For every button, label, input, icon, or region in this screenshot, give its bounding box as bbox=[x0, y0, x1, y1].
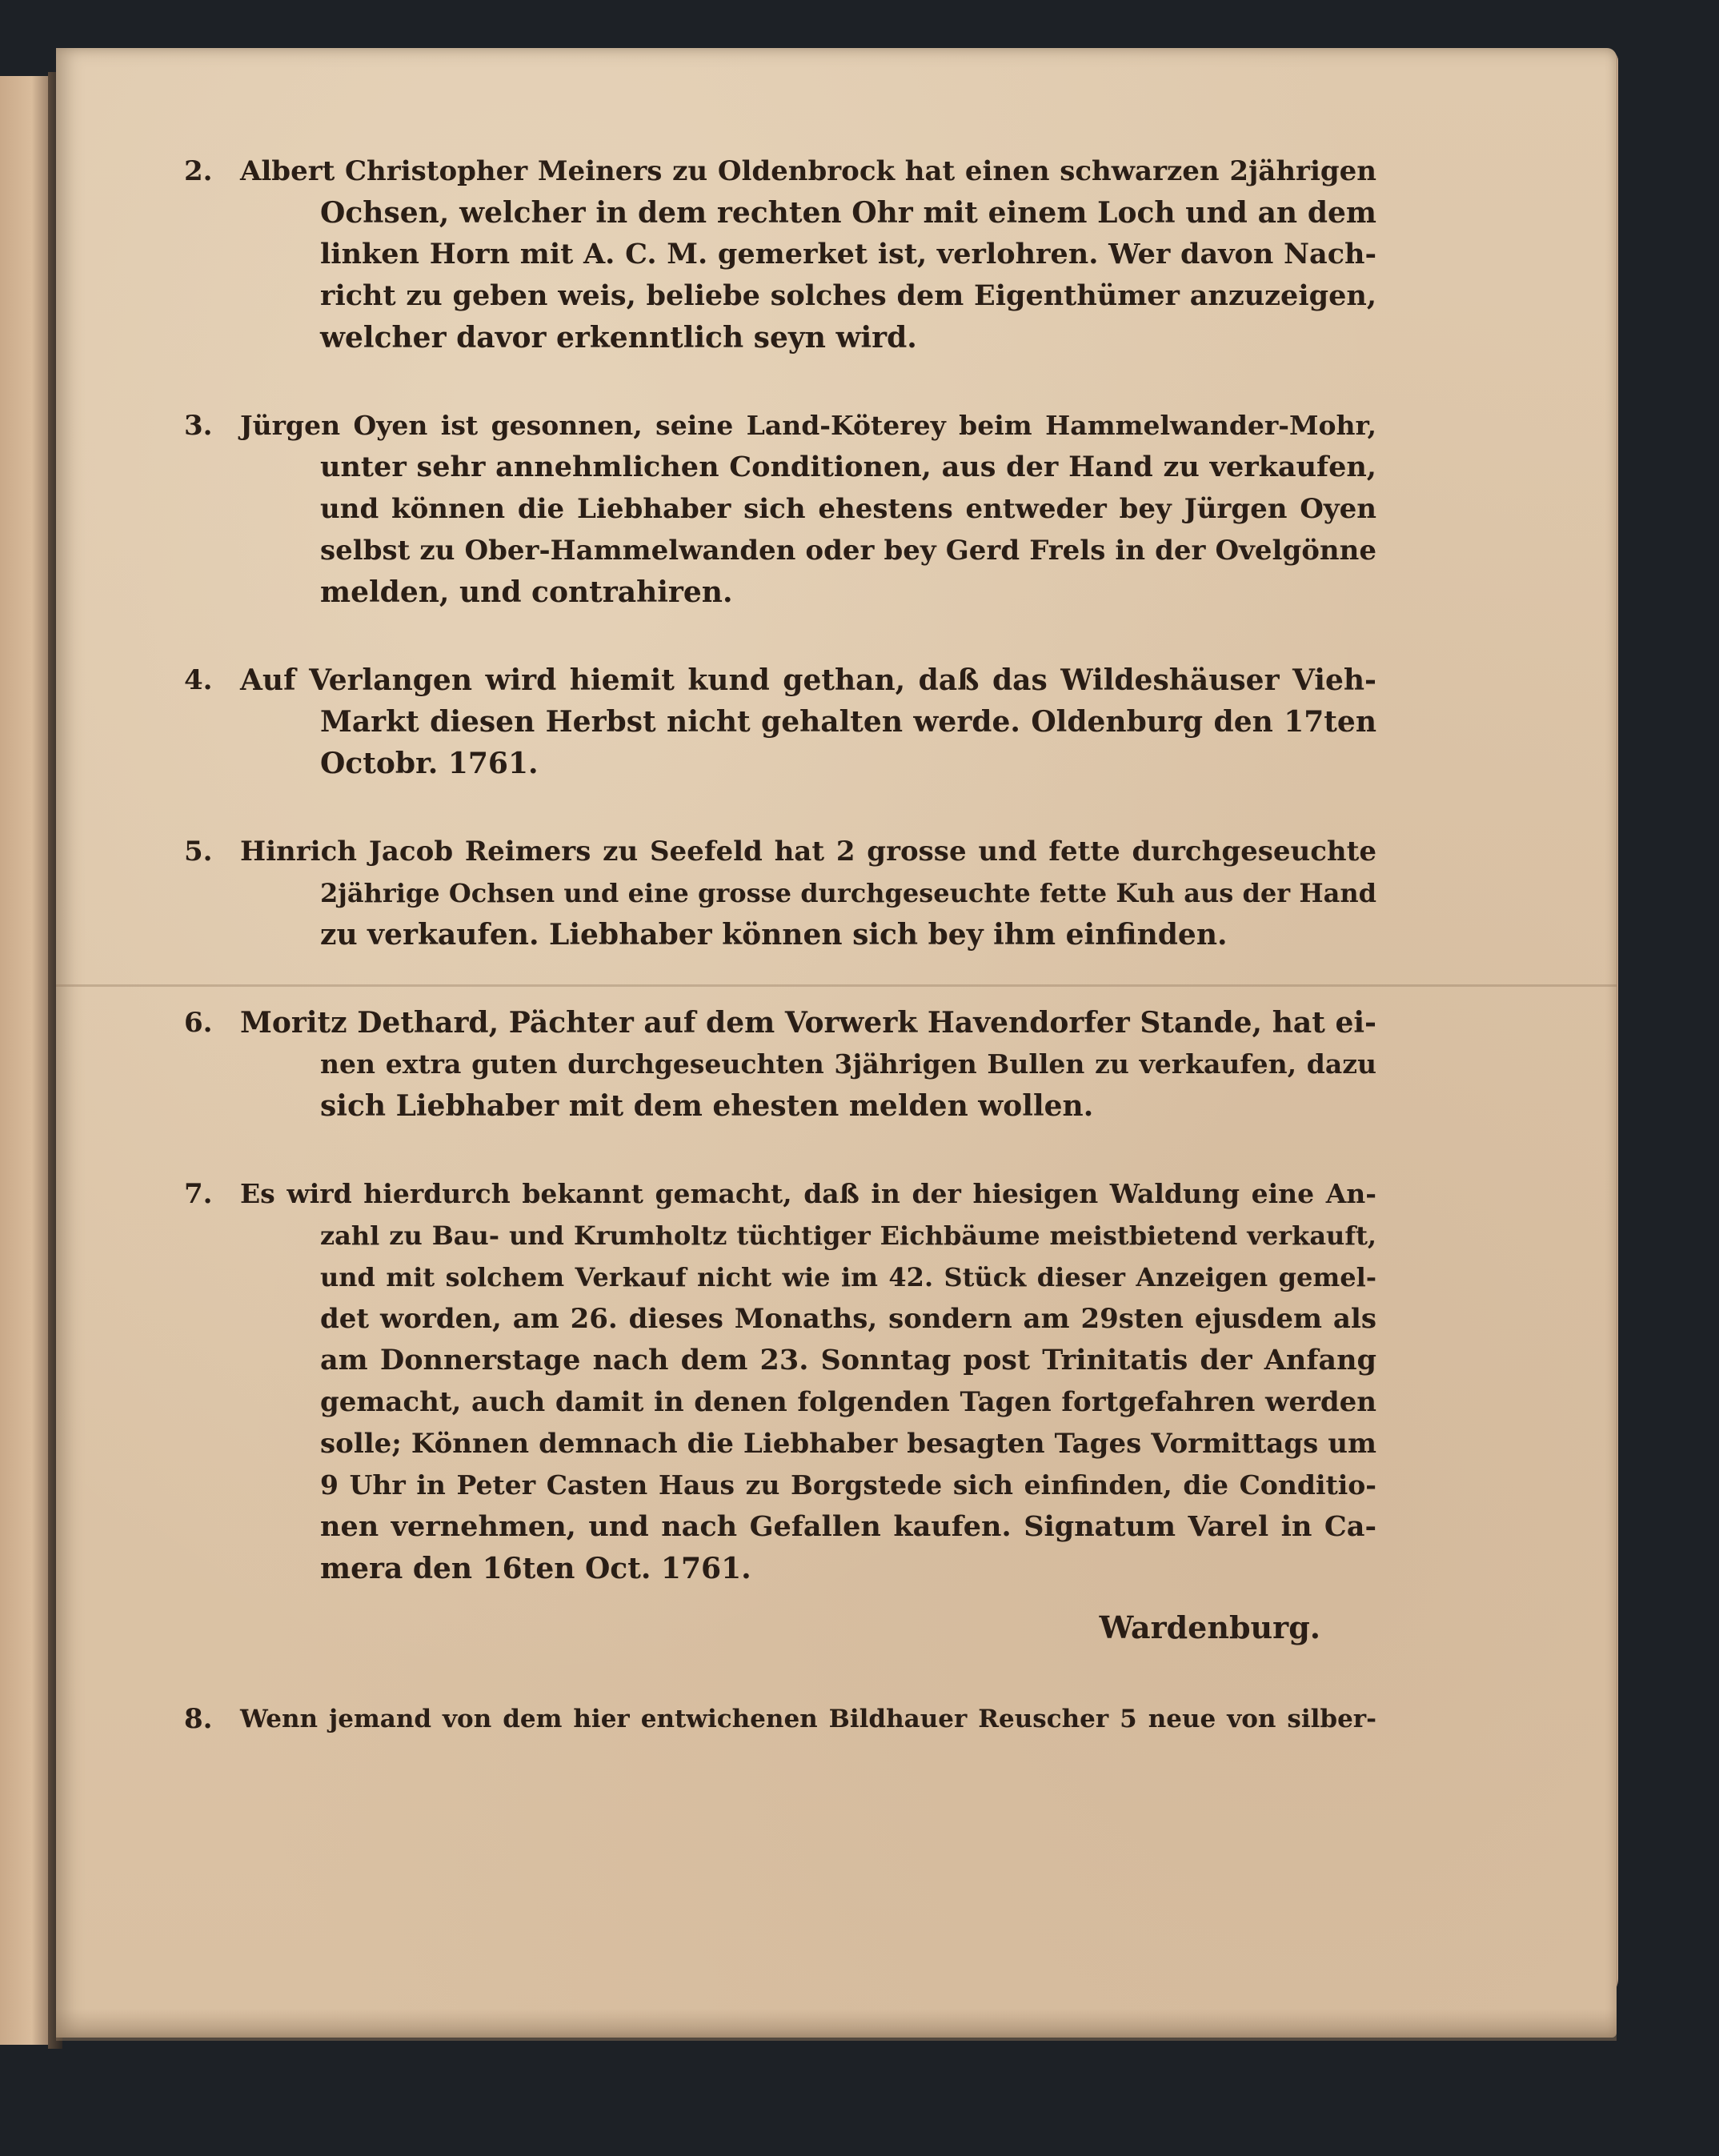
notice-line: selbst zu Ober-Hammelwanden oder bey Gerd Frels in der Ovelgönne bbox=[320, 535, 1376, 567]
notice-list bbox=[184, 150, 1376, 1786]
notice-body bbox=[184, 150, 1376, 359]
notice-number: 7. bbox=[184, 1178, 213, 1210]
notice-body bbox=[184, 405, 1376, 613]
notice-line: Albert Christopher Meiners zu Oldenbrock hat einen schwarzen 2jährigen bbox=[240, 155, 1376, 187]
notice-5 bbox=[184, 831, 1376, 956]
notice-line: solle; Können demnach die Liebhaber besagten Tages Vormittags um bbox=[320, 1428, 1376, 1460]
notice-number: 2. bbox=[184, 155, 213, 187]
notice-line: zu verkaufen. Liebhaber können sich bey ihm einfinden. bbox=[320, 918, 1228, 952]
notice-line: Hinrich Jacob Reimers zu Seefeld hat 2 grosse und fette durchgeseuchte bbox=[240, 836, 1376, 868]
notice-line: 2jährige Ochsen und eine grosse durchgeseuchte fette Kuh aus der Hand bbox=[320, 878, 1376, 908]
notice-body bbox=[184, 659, 1376, 784]
notice-line: Auf Verlangen wird hiemit kund gethan, daß das Wildeshäuser Vieh- bbox=[240, 663, 1376, 697]
notice-line: melden, und contrahiren. bbox=[320, 575, 733, 609]
notice-line: am Donnerstage nach dem 23. Sonntag post Trinitatis der Anfang bbox=[320, 1344, 1376, 1377]
page-bottom-edge bbox=[56, 2009, 1617, 2041]
notice-number: 8. bbox=[184, 1703, 213, 1735]
signature: Wardenburg. bbox=[1099, 1609, 1320, 1645]
notice-number: 6. bbox=[184, 1007, 213, 1039]
notice-body bbox=[184, 1002, 1376, 1127]
notice-7 bbox=[184, 1173, 1376, 1652]
notice-line: nen vernehmen, und nach Gefallen kaufen. Signatum Varel in Ca- bbox=[320, 1510, 1376, 1543]
notice-line: Markt diesen Herbst nicht gehalten werde. Oldenburg den 17ten bbox=[320, 705, 1376, 739]
notice-line: welcher davor erkenntlich seyn wird. bbox=[320, 321, 917, 355]
notice-line: nen extra guten durchgeseuchten 3jährigen Bullen zu verkaufen, dazu bbox=[320, 1048, 1376, 1080]
notice-line: mera den 16ten Oct. 1761. bbox=[320, 1552, 751, 1585]
notice-number: 3. bbox=[184, 410, 213, 442]
notice-line: sich Liebhaber mit dem ehesten melden wollen. bbox=[320, 1089, 1094, 1123]
notice-line: Moritz Dethard, Pächter auf dem Vorwerk Havendorfer Stande, hat ei- bbox=[240, 1006, 1376, 1040]
notice-line: gemacht, auch damit in denen folgenden Tagen fortgefahren werden bbox=[320, 1386, 1376, 1418]
notice-line: unter sehr annehmlichen Conditionen, aus der Hand zu verkaufen, bbox=[320, 451, 1376, 483]
notice-line: richt zu geben weis, beliebe solches dem Eigenthümer anzuzeigen, bbox=[320, 279, 1376, 312]
notice-line: Es wird hierdurch bekannt gemacht, daß in der hiesigen Waldung eine An- bbox=[240, 1178, 1376, 1209]
notice-body bbox=[184, 1698, 1376, 1740]
notice-4 bbox=[184, 659, 1376, 784]
notice-line: Jürgen Oyen ist gesonnen, seine Land-Köterey beim Hammelwander-Mohr, bbox=[240, 410, 1376, 441]
notice-line: linken Horn mit A. C. M. gemerket ist, verlohren. Wer davon Nach- bbox=[320, 238, 1376, 271]
notice-line: Octobr. 1761. bbox=[320, 747, 539, 780]
notice-line: und können die Liebhaber sich ehestens entweder bey Jürgen Oyen bbox=[320, 493, 1376, 525]
notice-number: 4. bbox=[184, 664, 213, 696]
notice-line: Ochsen, welcher in dem rechten Ohr mit einem Loch und an dem bbox=[320, 196, 1376, 230]
notice-3 bbox=[184, 405, 1376, 613]
notice-8 bbox=[184, 1698, 1376, 1740]
notice-line: 9 Uhr in Peter Casten Haus zu Borgstede sich einfinden, die Conditio- bbox=[320, 1469, 1376, 1501]
notice-line: und mit solchem Verkauf nicht wie im 42. Stück dieser Anzeigen gemel- bbox=[320, 1262, 1376, 1292]
notice-2 bbox=[184, 150, 1376, 359]
notice-6 bbox=[184, 1002, 1376, 1127]
notice-line: zahl zu Bau- und Krumholtz tüchtiger Eichbäume meistbietend verkauft, bbox=[320, 1220, 1376, 1251]
notice-line: Wenn jemand von dem hier entwichenen Bildhauer Reuscher 5 neue von silber- bbox=[240, 1705, 1376, 1733]
notice-body bbox=[184, 831, 1376, 956]
notice-line: det worden, am 26. dieses Monaths, sondern am 29sten ejusdem als bbox=[320, 1303, 1376, 1335]
notice-number: 5. bbox=[184, 836, 213, 868]
facing-page-edge bbox=[0, 76, 53, 2045]
notice-body bbox=[184, 1173, 1376, 1652]
